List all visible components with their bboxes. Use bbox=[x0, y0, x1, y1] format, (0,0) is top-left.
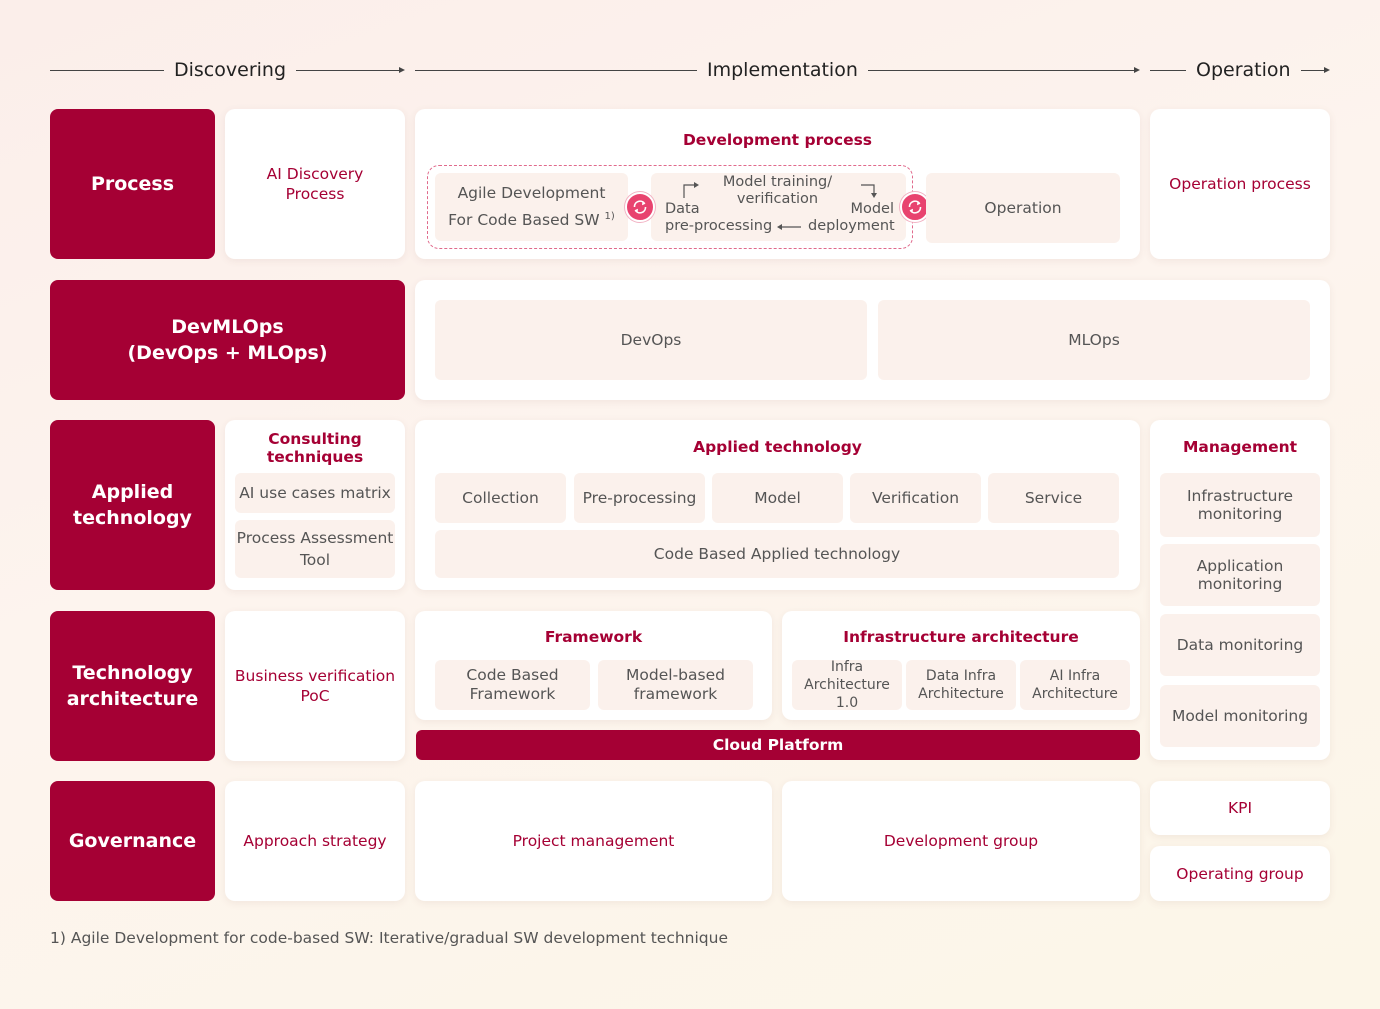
arrow-right-icon bbox=[1134, 67, 1140, 73]
model-training-line2: verification bbox=[736, 191, 819, 207]
ai-infra-architecture-pill bbox=[1020, 660, 1130, 710]
agile-line2-wrap bbox=[448, 207, 615, 230]
phase-line bbox=[1301, 70, 1324, 71]
agile-development-pill bbox=[435, 173, 628, 241]
development-process-card bbox=[415, 109, 1140, 259]
ai-discovery-line2: Process bbox=[285, 185, 345, 203]
applied-line1: Applied bbox=[91, 481, 174, 503]
ai-use-cases-label: AI use cases matrix bbox=[239, 483, 391, 502]
consulting-line1: Consulting bbox=[268, 430, 362, 448]
management-card bbox=[1150, 420, 1330, 760]
code-based-framework-pill bbox=[435, 660, 590, 710]
phase-line bbox=[868, 70, 1134, 71]
row-label-applied-technology bbox=[50, 420, 215, 590]
data-monitoring-pill bbox=[1160, 614, 1320, 676]
approach-strategy-card bbox=[225, 781, 405, 901]
applied-technology-title: Applied technology bbox=[693, 438, 862, 456]
mbf-line2: framework bbox=[633, 685, 718, 703]
agile-line2: For Code Based SW bbox=[448, 211, 600, 230]
row-label-technology-architecture bbox=[50, 611, 215, 761]
operation-pill-label: Operation bbox=[984, 198, 1062, 217]
applied-line2: technology bbox=[73, 507, 192, 529]
model-based-framework-pill bbox=[598, 660, 753, 710]
model-line2: deployment bbox=[808, 218, 895, 234]
ia1-line2: Architecture 1.0 bbox=[804, 677, 890, 711]
management-title: Management bbox=[1182, 438, 1298, 456]
infra-mon-line2: monitoring bbox=[1197, 505, 1283, 523]
step-model-pill bbox=[712, 473, 843, 523]
row-label-process bbox=[50, 109, 215, 259]
phase-line bbox=[1150, 70, 1186, 71]
techarch-line2: architecture bbox=[66, 688, 199, 710]
governance-label: Governance bbox=[68, 830, 197, 852]
step-model: Model bbox=[754, 488, 801, 507]
devmlops-line1: DevMLOps bbox=[171, 316, 284, 338]
dia-line2: Architecture bbox=[918, 686, 1004, 702]
phase-implementation-label: Implementation bbox=[707, 59, 858, 81]
row-label-governance bbox=[50, 781, 215, 901]
data-line1: Data bbox=[665, 201, 700, 217]
project-management-card bbox=[415, 781, 772, 901]
phase-discovering-label: Discovering bbox=[174, 59, 287, 81]
app-mon-line2: monitoring bbox=[1197, 575, 1283, 593]
mlops-label: MLOps bbox=[1068, 330, 1120, 349]
row-label-process-text: Process bbox=[90, 173, 175, 195]
phase-discovering bbox=[50, 56, 405, 84]
app-mon-line1: Application bbox=[1196, 557, 1284, 575]
mbf-line1: Model-based bbox=[626, 666, 725, 684]
footnote: 1) Agile Development for code-based SW: Iterative/gradual SW development technique bbox=[50, 929, 728, 947]
refresh-icon bbox=[631, 198, 649, 216]
pat-line2: Tool bbox=[299, 550, 331, 569]
cloud-platform-label: Cloud Platform bbox=[712, 736, 844, 754]
cloud-platform-bar bbox=[416, 730, 1140, 760]
code-based-applied-technology-pill bbox=[435, 530, 1119, 578]
devops-label: DevOps bbox=[620, 330, 682, 349]
application-monitoring-pill bbox=[1160, 544, 1320, 606]
data-monitoring-label: Data monitoring bbox=[1176, 635, 1304, 654]
code-based-applied-technology: Code Based Applied technology bbox=[653, 544, 901, 563]
step-preprocessing: Pre-processing bbox=[582, 488, 697, 507]
step-collection: Collection bbox=[462, 488, 539, 507]
infrastructure-architecture-card bbox=[782, 611, 1140, 720]
phase-line bbox=[415, 70, 697, 71]
arrow-right-icon bbox=[1324, 67, 1330, 73]
data-infra-architecture-pill bbox=[906, 660, 1016, 710]
operation-pill bbox=[926, 173, 1120, 243]
process-assessment-pill bbox=[235, 520, 395, 578]
consulting-techniques-title bbox=[225, 430, 405, 466]
operation-process-label: Operation process bbox=[1169, 175, 1311, 193]
kpi-label: KPI bbox=[1227, 799, 1253, 817]
phase-operation-label: Operation bbox=[1196, 59, 1291, 81]
ia1-line1: Infra bbox=[830, 659, 864, 675]
data-line2: pre-processing bbox=[665, 218, 773, 234]
applied-technology-card bbox=[415, 420, 1140, 590]
step-service: Service bbox=[1024, 488, 1083, 507]
model-line1: Model bbox=[850, 201, 894, 217]
step-collection-pill bbox=[435, 473, 566, 523]
infrastructure-monitoring-pill bbox=[1160, 473, 1320, 537]
agile-footnote-marker: 1) bbox=[604, 210, 615, 222]
business-verification-card bbox=[225, 611, 405, 761]
project-management-label: Project management bbox=[512, 832, 675, 850]
operating-group-label: Operating group bbox=[1176, 864, 1304, 883]
row-label-devmlops bbox=[50, 280, 405, 400]
cbf-line1: Code Based bbox=[466, 666, 559, 684]
ai-discovery-card bbox=[225, 109, 405, 259]
aia-line1: AI Infra bbox=[1049, 668, 1101, 684]
step-verification: Verification bbox=[871, 488, 960, 507]
aia-line2: Architecture bbox=[1032, 686, 1118, 702]
phase-operation bbox=[1150, 56, 1330, 84]
framework-card bbox=[415, 611, 772, 720]
kpi-card bbox=[1150, 781, 1330, 835]
infrastructure-architecture-title: Infrastructure architecture bbox=[843, 628, 1079, 646]
step-preprocessing-pill bbox=[574, 473, 705, 523]
bv-line2: PoC bbox=[300, 687, 330, 705]
pat-line1: Process Assessment bbox=[236, 528, 394, 547]
model-monitoring-pill bbox=[1160, 685, 1320, 747]
cbf-line2: Framework bbox=[469, 685, 556, 703]
development-group-label: Development group bbox=[883, 832, 1039, 850]
step-verification-pill bbox=[850, 473, 981, 523]
step-service-pill bbox=[988, 473, 1119, 523]
devops-pill bbox=[435, 300, 867, 380]
development-group-card bbox=[782, 781, 1140, 901]
consulting-techniques-card bbox=[225, 420, 405, 590]
model-training-line1: Model training/ bbox=[722, 174, 833, 190]
development-process-title: Development process bbox=[682, 131, 873, 149]
devmlops-card bbox=[415, 280, 1330, 400]
ai-discovery-line1: AI Discovery bbox=[266, 165, 364, 183]
refresh-icon bbox=[906, 198, 924, 216]
ai-use-cases-pill bbox=[235, 473, 395, 513]
arrow-right-icon bbox=[399, 67, 405, 73]
consulting-line2: techniques bbox=[266, 448, 364, 466]
operating-group-card bbox=[1150, 846, 1330, 901]
infra-mon-line1: Infrastructure bbox=[1186, 487, 1294, 505]
model-monitoring-label: Model monitoring bbox=[1171, 706, 1309, 725]
devmlops-line2: (DevOps + MLOps) bbox=[127, 342, 328, 364]
agile-line1: Agile Development bbox=[457, 183, 606, 202]
dia-line1: Data Infra bbox=[925, 668, 997, 684]
bv-line1: Business verification bbox=[234, 667, 396, 685]
phase-implementation bbox=[415, 56, 1140, 84]
framework-title: Framework bbox=[544, 628, 643, 646]
approach-strategy-label: Approach strategy bbox=[243, 832, 387, 850]
operation-process-card bbox=[1150, 109, 1330, 259]
phase-line bbox=[50, 70, 164, 71]
infra-architecture-1-pill bbox=[792, 660, 902, 710]
techarch-line1: Technology bbox=[72, 662, 193, 684]
phase-line bbox=[296, 70, 399, 71]
mlops-pill bbox=[878, 300, 1310, 380]
cycle-arrows-icon bbox=[651, 173, 906, 241]
refresh-cycle-icon bbox=[625, 192, 655, 222]
